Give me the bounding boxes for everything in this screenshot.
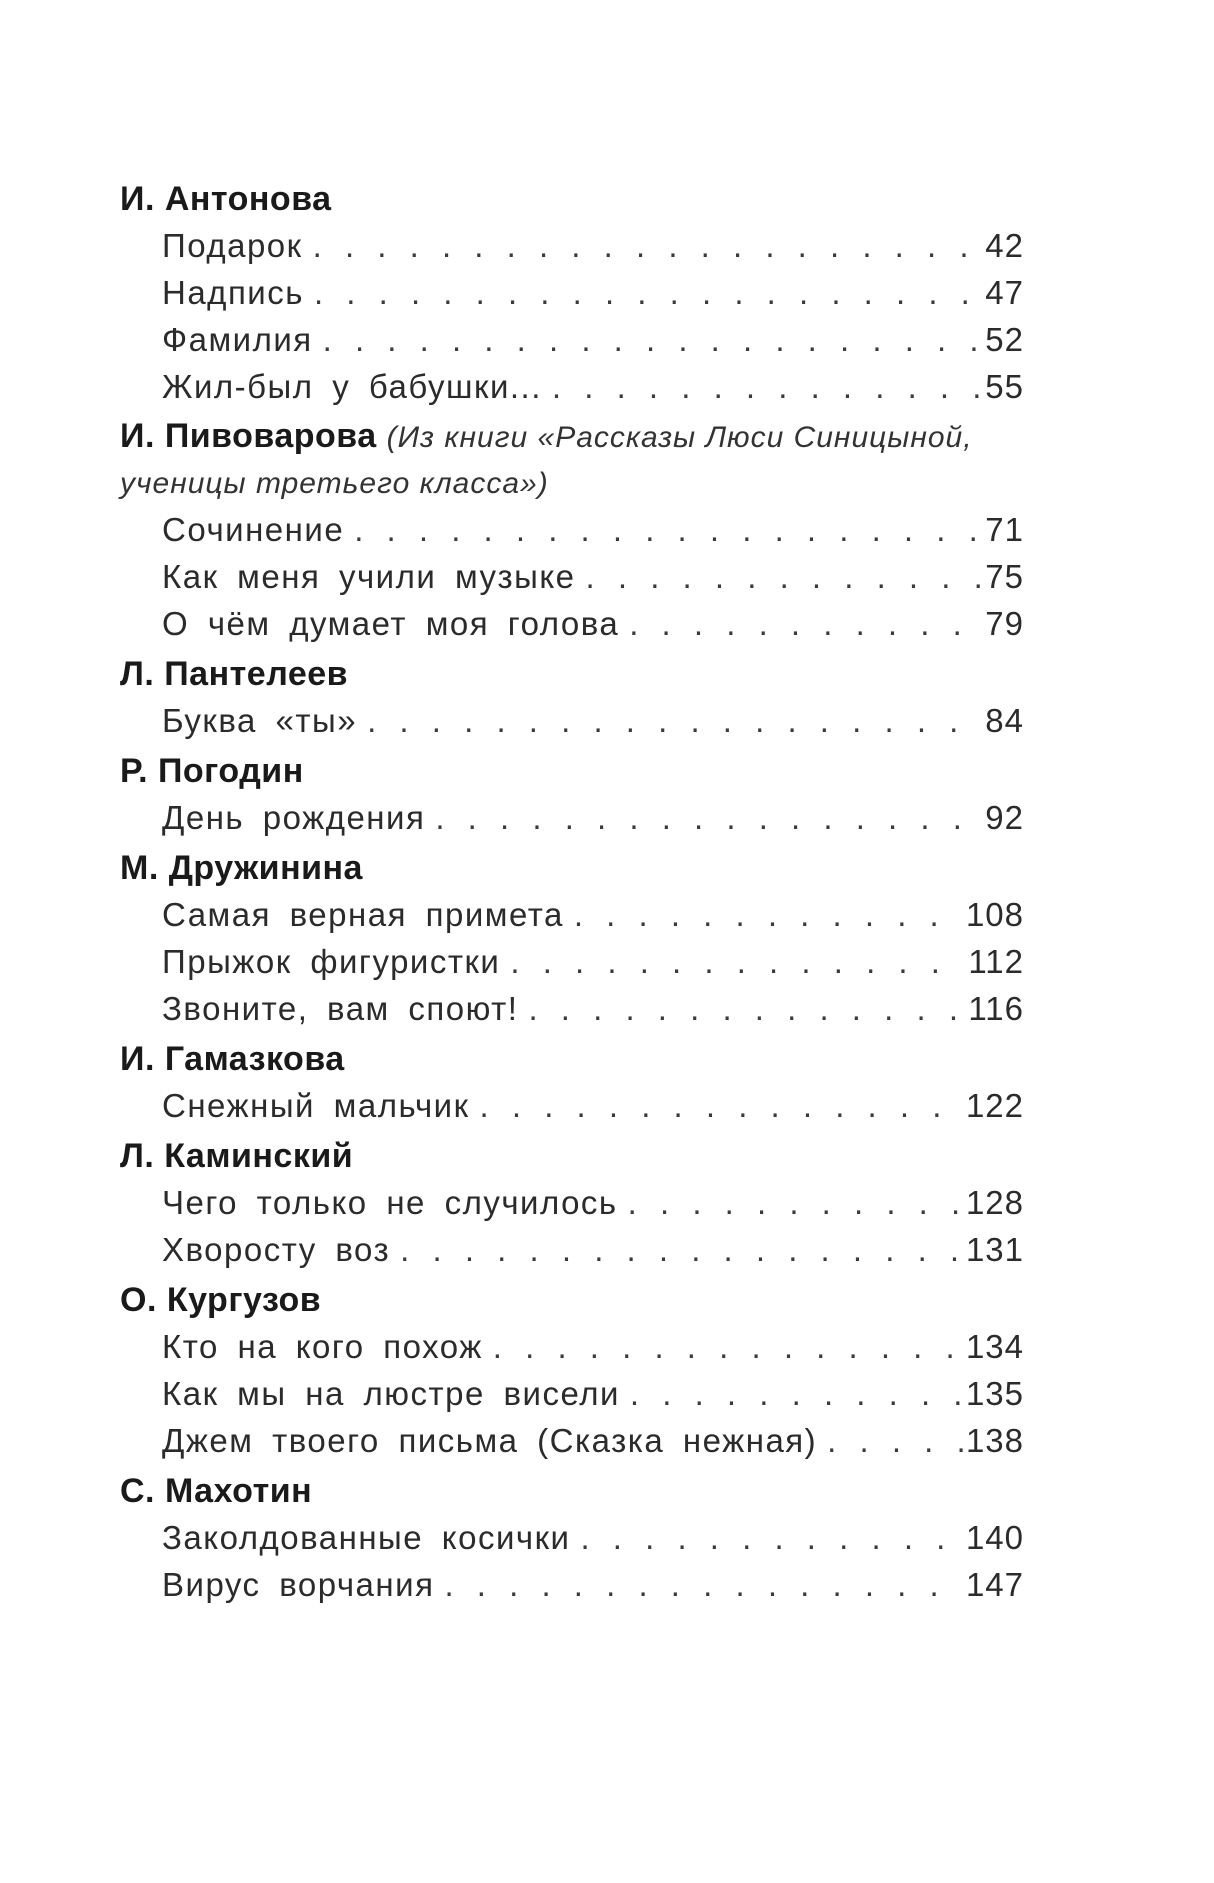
dot-leader (367, 697, 983, 744)
entry-title: Жил-был у бабушки... (162, 368, 542, 405)
entry-title: Заколдованные косички (162, 1519, 571, 1556)
toc-entry[interactable] (162, 891, 1024, 938)
author-heading (120, 651, 1024, 697)
author-heading (120, 1036, 1024, 1082)
toc-entry[interactable] (162, 600, 1024, 647)
dot-leader (314, 269, 983, 316)
entry-title: О чём думает моя голова (162, 605, 620, 642)
page-number: 75 (985, 558, 1024, 595)
dot-leader (313, 222, 984, 269)
toc-section (120, 651, 1024, 744)
toc-entry[interactable] (162, 222, 1024, 269)
page-number: 92 (985, 799, 1024, 836)
dot-leader (480, 1082, 964, 1129)
author-note: (Из книги «Рассказы Люси Синицыной, ученицы третьего класса») (120, 421, 973, 500)
toc-entry[interactable] (162, 697, 1024, 744)
toc-entry[interactable] (162, 1417, 1024, 1464)
author-name: С. Махотин (120, 1472, 313, 1510)
page-number: 135 (965, 1375, 1024, 1412)
page-number: 84 (985, 702, 1024, 739)
page-number: 71 (985, 511, 1024, 548)
entry-title: Подарок (162, 227, 303, 264)
page-number: 52 (985, 321, 1024, 358)
table-of-contents (120, 176, 1024, 1612)
dot-leader (586, 553, 984, 600)
toc-section (120, 845, 1024, 1032)
toc-entry[interactable] (162, 1561, 1024, 1608)
page-number: 42 (985, 227, 1024, 264)
page-number: 138 (965, 1422, 1024, 1459)
dot-leader (827, 1417, 964, 1464)
toc-entry[interactable] (162, 1179, 1024, 1226)
page-number: 147 (965, 1566, 1024, 1603)
dot-leader (574, 891, 964, 938)
dot-leader (400, 1226, 964, 1273)
author-heading (120, 1468, 1024, 1514)
entry-title: Как меня учили музыке (162, 558, 576, 595)
toc-entry[interactable] (162, 794, 1024, 841)
entry-title: Как мы на люстре висели (162, 1375, 620, 1412)
dot-leader (444, 1561, 963, 1608)
toc-section (120, 1036, 1024, 1129)
toc-section (120, 748, 1024, 841)
author-name: Р. Погодин (120, 752, 304, 790)
entry-title: Буква «ты» (162, 702, 358, 739)
entry-title: Кто на кого похож (162, 1328, 483, 1365)
author-name: И. Пивоварова (120, 417, 377, 455)
toc-section (120, 1133, 1024, 1273)
toc-entry[interactable] (162, 1370, 1024, 1417)
dot-leader (323, 316, 984, 363)
entry-title: Сочинение (162, 511, 345, 548)
entry-title: Надпись (162, 274, 304, 311)
page-number: 55 (985, 368, 1024, 405)
toc-section (120, 1277, 1024, 1464)
entry-title: Прыжок фигуристки (162, 943, 501, 980)
page-number: 131 (965, 1231, 1024, 1268)
page-number: 79 (985, 605, 1024, 642)
dot-leader (552, 363, 983, 410)
entry-title: Фамилия (162, 321, 313, 358)
dot-leader (629, 600, 983, 647)
toc-section (120, 414, 1024, 647)
toc-entry[interactable] (162, 506, 1024, 553)
dot-leader (493, 1323, 964, 1370)
author-heading (120, 1133, 1024, 1179)
toc-entry[interactable] (162, 1082, 1024, 1129)
dot-leader (510, 938, 966, 985)
page-number: 128 (965, 1184, 1024, 1221)
author-heading (120, 748, 1024, 794)
author-heading (120, 414, 1024, 506)
author-heading (120, 845, 1024, 891)
toc-entry[interactable] (162, 938, 1024, 985)
dot-leader (630, 1370, 964, 1417)
toc-entry[interactable] (162, 363, 1024, 410)
author-name: Л. Пантелеев (120, 655, 349, 693)
author-name: О. Кургузов (120, 1281, 322, 1319)
dot-leader (354, 506, 983, 553)
toc-entry[interactable] (162, 985, 1024, 1032)
dot-leader (628, 1179, 964, 1226)
entry-title: Чего только не случилось (162, 1184, 618, 1221)
toc-section (120, 1468, 1024, 1608)
author-name: М. Дружинина (120, 849, 363, 887)
author-name: Л. Каминский (120, 1137, 354, 1175)
dot-leader (580, 1514, 963, 1561)
toc-entry[interactable] (162, 1514, 1024, 1561)
entry-title: Вирус ворчания (162, 1566, 435, 1603)
entry-title: Джем твоего письма (Сказка нежная) (162, 1422, 818, 1459)
toc-entry[interactable] (162, 1323, 1024, 1370)
author-heading (120, 176, 1024, 222)
page-number: 47 (985, 274, 1024, 311)
page-number: 122 (965, 1087, 1024, 1124)
toc-entry[interactable] (162, 316, 1024, 363)
page-number: 140 (965, 1519, 1024, 1556)
toc-entry[interactable] (162, 269, 1024, 316)
page-number: 108 (965, 896, 1024, 933)
dot-leader (528, 985, 966, 1032)
entry-title: Снежный мальчик (162, 1087, 470, 1124)
toc-entry[interactable] (162, 553, 1024, 600)
toc-entry[interactable] (162, 1226, 1024, 1273)
dot-leader (435, 794, 983, 841)
entry-title: Звоните, вам споют! (162, 990, 519, 1027)
author-name: И. Антонова (120, 180, 332, 218)
entry-title: Хворосту воз (162, 1231, 391, 1268)
page-number: 134 (965, 1328, 1024, 1365)
toc-section (120, 176, 1024, 410)
page-number: 116 (968, 990, 1024, 1027)
author-name: И. Гамазкова (120, 1040, 345, 1078)
author-heading (120, 1277, 1024, 1323)
page-number: 112 (968, 943, 1024, 980)
entry-title: День рождения (162, 799, 426, 836)
entry-title: Самая верная примета (162, 896, 564, 933)
